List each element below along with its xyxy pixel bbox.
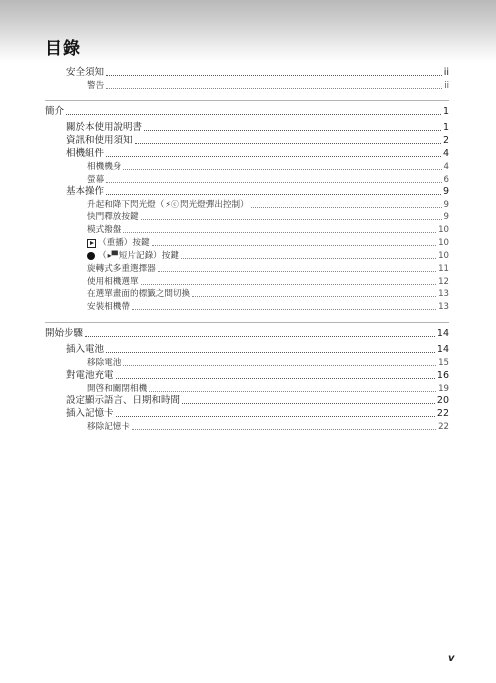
toc-entry[interactable] — [66, 395, 449, 407]
page-number: v — [448, 653, 455, 664]
toc-entry-label: 相機機身 — [87, 162, 122, 172]
toc-entry-label-group — [87, 199, 249, 211]
movie-record-button-icon — [87, 252, 95, 260]
toc-entry[interactable] — [45, 106, 449, 118]
toc-entry[interactable] — [87, 224, 449, 236]
toc-entry-page: 4 — [442, 148, 449, 159]
playback-icon — [87, 239, 96, 248]
toc-leader-dots — [106, 344, 435, 353]
section-divider — [45, 100, 449, 101]
toc-entry-label: 基本操作 — [66, 186, 105, 197]
toc-entry[interactable] — [87, 237, 449, 249]
toc-leader-dots — [106, 80, 442, 89]
toc-entry-label: 升起和降下閃光燈（ — [87, 200, 165, 210]
toc-entry-page: 9 — [443, 212, 449, 222]
toc-entry[interactable] — [87, 276, 449, 288]
toc-entry[interactable] — [87, 80, 449, 92]
toc-leader-dots — [181, 250, 436, 259]
toc-entry-page: 1 — [442, 106, 449, 117]
toc-leader-dots — [116, 370, 435, 379]
toc-leader-dots — [152, 237, 436, 246]
toc-leader-dots — [123, 161, 441, 170]
toc-entry-label: 螢幕 — [87, 175, 105, 185]
toc-entry-label: 相機組件 — [66, 148, 105, 159]
toc-entry-label: 安裝相機帶 — [87, 302, 130, 312]
toc-entry-label: 對電池充電 — [66, 370, 114, 381]
toc-entry-label: 移除記憶卡 — [87, 422, 130, 432]
toc-entry[interactable] — [87, 263, 449, 275]
toc-entry-label: 在選單畫面的標籤之間切換 — [87, 289, 191, 299]
toc-entry-label: 使用相機選單 — [87, 277, 139, 287]
toc-entry[interactable] — [66, 370, 449, 382]
toc-entry-page: 9 — [442, 186, 449, 197]
toc-entry-page: 19 — [438, 384, 449, 394]
toc-entry-page: 2 — [442, 135, 449, 146]
toc-entry-label: 簡介 — [45, 106, 65, 117]
toc-entry-label-group — [87, 237, 150, 249]
toc-leader-dots — [85, 328, 435, 337]
toc-leader-dots — [123, 224, 436, 233]
toc-leader-dots — [106, 186, 441, 195]
toc-entry[interactable] — [66, 67, 449, 79]
toc-entry-page: 12 — [438, 277, 449, 287]
toc-entry-page: 13 — [438, 302, 449, 312]
toc-leader-dots — [141, 211, 442, 220]
toc-leader-dots — [132, 421, 436, 430]
toc-leader-dots — [141, 276, 436, 285]
toc-entry[interactable] — [87, 288, 449, 300]
toc-entry-page: 22 — [436, 408, 449, 419]
toc-entry[interactable] — [87, 301, 449, 313]
toc-leader-dots — [158, 263, 436, 272]
toc-entry-label: 插入記憶卡 — [66, 408, 114, 419]
toc-entry[interactable] — [66, 135, 449, 147]
toc-entry-page: ii — [444, 81, 449, 91]
toc-leader-dots — [182, 395, 435, 404]
toc-leader-dots — [116, 408, 435, 417]
toc-leader-dots — [123, 357, 436, 366]
toc-entry[interactable] — [66, 122, 449, 134]
toc-entry-label: 安全須知 — [66, 67, 105, 78]
toc-entry-page: 14 — [436, 344, 449, 355]
toc-entry[interactable] — [66, 344, 449, 356]
toc-entry-label: 旋轉式多重選擇器 — [87, 264, 156, 274]
toc-entry[interactable] — [87, 211, 449, 223]
toc-entry-label: 設定顯示語言、日期和時間 — [66, 395, 181, 406]
page-title: 目錄 — [45, 39, 81, 59]
toc-entry-page: 11 — [438, 264, 449, 274]
toc-entry-label: 插入電池 — [66, 344, 105, 355]
toc-entry-page: 20 — [436, 395, 449, 406]
toc-entry-page: 4 — [443, 162, 449, 172]
toc-leader-dots — [149, 383, 436, 392]
movie-record-icon: ▸▀ — [107, 251, 118, 260]
toc-entry-page: 10 — [438, 251, 449, 261]
toc-entry[interactable] — [87, 250, 449, 262]
toc-entry[interactable] — [66, 408, 449, 420]
toc-leader-dots — [144, 122, 441, 131]
toc-entry[interactable] — [87, 161, 449, 173]
toc-entry-label: 關於本使用說明書 — [66, 122, 143, 133]
toc-entry-page: 6 — [443, 175, 449, 185]
toc-entry-label-group — [87, 250, 179, 262]
toc-leader-dots — [106, 148, 441, 157]
toc-entry-page: 9 — [443, 200, 449, 210]
toc-entry-label: 開啓和關閉相機 — [87, 384, 148, 394]
toc-entry-page: 16 — [436, 370, 449, 381]
toc-entry-page: 1 — [442, 122, 449, 133]
toc-entry-page: 14 — [436, 328, 449, 339]
toc-entry-label: 資訊和使用須知 — [66, 135, 133, 146]
section-divider — [45, 322, 449, 323]
toc-entry-label: 警告 — [87, 81, 105, 91]
toc-entry[interactable] — [87, 383, 449, 395]
toc-entry-label-tail: 閃光燈彈出控制） — [179, 200, 249, 210]
toc-entry-page: 13 — [438, 289, 449, 299]
toc-entry-page: 15 — [438, 358, 449, 368]
toc-entry-label: 模式撥盤 — [87, 225, 122, 235]
toc-leader-dots — [132, 301, 436, 310]
toc-entry[interactable] — [87, 199, 449, 211]
toc-entry-label-tail: 短片記錄）按鍵 — [118, 251, 179, 261]
toc-entry-page: ii — [443, 67, 449, 78]
toc-entry-page: 22 — [438, 422, 449, 432]
toc-entry-label: （重播）按鍵 — [98, 238, 150, 248]
toc-entry[interactable] — [87, 357, 449, 369]
toc-leader-dots — [192, 288, 436, 297]
toc-entry[interactable] — [66, 186, 449, 198]
toc-leader-dots — [251, 199, 442, 208]
toc-entry-label: （ — [98, 251, 107, 261]
toc-entry-label: 移除電池 — [87, 358, 122, 368]
toc-leader-dots — [106, 174, 441, 183]
toc-entry[interactable] — [87, 421, 449, 433]
toc-leader-dots — [135, 135, 441, 144]
flash-pop-up-icon: ⚡ⓒ — [165, 200, 179, 209]
toc-entry[interactable] — [87, 174, 449, 186]
toc-leader-dots — [66, 106, 441, 115]
toc-leader-dots — [106, 67, 442, 76]
toc-entry[interactable] — [45, 328, 449, 340]
toc-entry-label: 快門釋放按鍵 — [87, 212, 139, 222]
toc-entry-label: 開始步驟 — [45, 328, 84, 339]
toc-entry-page: 10 — [438, 238, 449, 248]
toc-entry-page: 10 — [438, 225, 449, 235]
toc-entry[interactable] — [66, 148, 449, 160]
